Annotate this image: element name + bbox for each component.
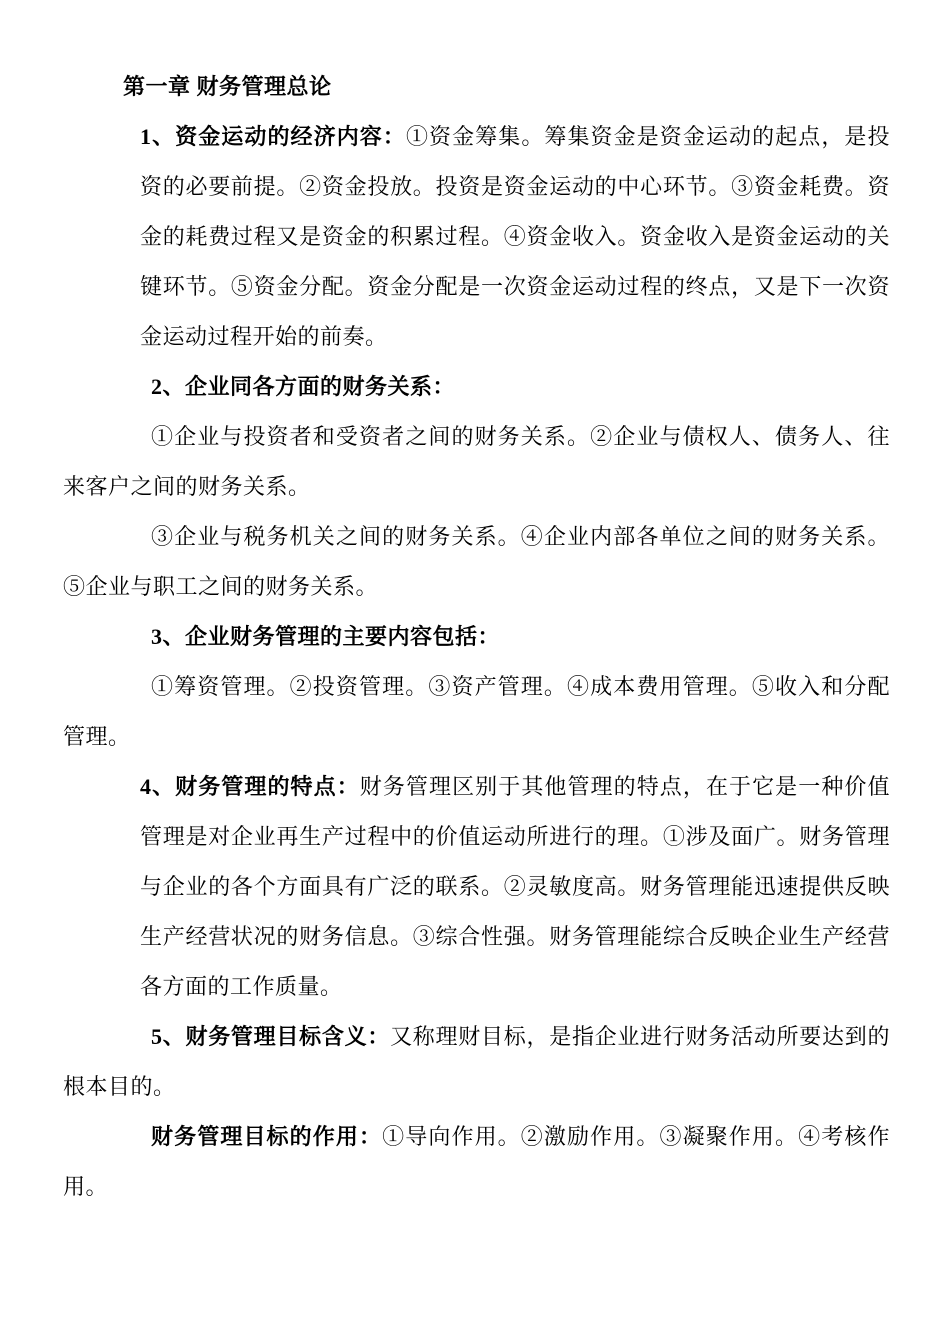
heading-3-lead: 3、企业财务管理的主要内容包括： bbox=[151, 624, 501, 649]
paragraph-1-text: ①资金筹集。筹集资金是资金运动的起点，是投资的必要前提。②资金投放。投资是资金运动的中心环节。③资金耗费。资金的耗费过程又是资金的积累过程。④资金收入。资金收入是资金运动的关键环节。⑤资金分配。资金分配是一次资金运动过程的终点，又是下一次资金运动过程开始的前奏。 bbox=[140, 124, 890, 349]
heading-item-2 bbox=[63, 362, 890, 412]
paragraph-4-lead: 4、财务管理的特点： bbox=[140, 774, 360, 799]
paragraph-item-2a bbox=[63, 412, 890, 512]
paragraph-item-4 bbox=[140, 762, 890, 1012]
paragraph-2a-text: ①企业与投资者和受资者之间的财务关系。②企业与债权人、债务人、往来客户之间的财务关系。 bbox=[63, 424, 890, 499]
heading-2-lead: 2、企业同各方面的财务关系： bbox=[151, 374, 456, 399]
paragraph-4-text: 财务管理区别于其他管理的特点，在于它是一种价值管理是对企业再生产过程中的价值运动所进行的理。①涉及面广。财务管理与企业的各个方面具有广泛的联系。②灵敏度高。财务管理能迅速提供反映生产经营状况的财务信息。③综合性强。财务管理能综合反映企业生产经营各方面的工作质量。 bbox=[140, 774, 890, 999]
paragraph-item-6 bbox=[63, 1112, 890, 1212]
paragraph-item-2b bbox=[63, 512, 890, 612]
paragraph-6-lead: 财务管理目标的作用： bbox=[151, 1124, 383, 1149]
paragraph-5-text: 又称理财目标，是指企业进行财务活动所要达到的根本目的。 bbox=[63, 1024, 890, 1099]
paragraph-item-1 bbox=[140, 112, 890, 362]
document-body bbox=[63, 62, 890, 1212]
paragraph-item-3a bbox=[63, 662, 890, 762]
paragraph-2b-text: ③企业与税务机关之间的财务关系。④企业内部各单位之间的财务关系。⑤企业与职工之间的财务关系。 bbox=[63, 524, 890, 599]
paragraph-6-text: ①导向作用。②激励作用。③凝聚作用。④考核作用。 bbox=[63, 1124, 890, 1199]
heading-item-3 bbox=[63, 612, 890, 662]
paragraph-item-5 bbox=[63, 1012, 890, 1112]
paragraph-5-lead: 5、财务管理目标含义： bbox=[151, 1024, 391, 1049]
chapter-title: 第一章 财务管理总论 bbox=[123, 74, 332, 99]
paragraph-3a-text: ①筹资管理。②投资管理。③资产管理。④成本费用管理。⑤收入和分配管理。 bbox=[63, 674, 890, 749]
paragraph-1-lead: 1、资金运动的经济内容： bbox=[140, 124, 406, 149]
